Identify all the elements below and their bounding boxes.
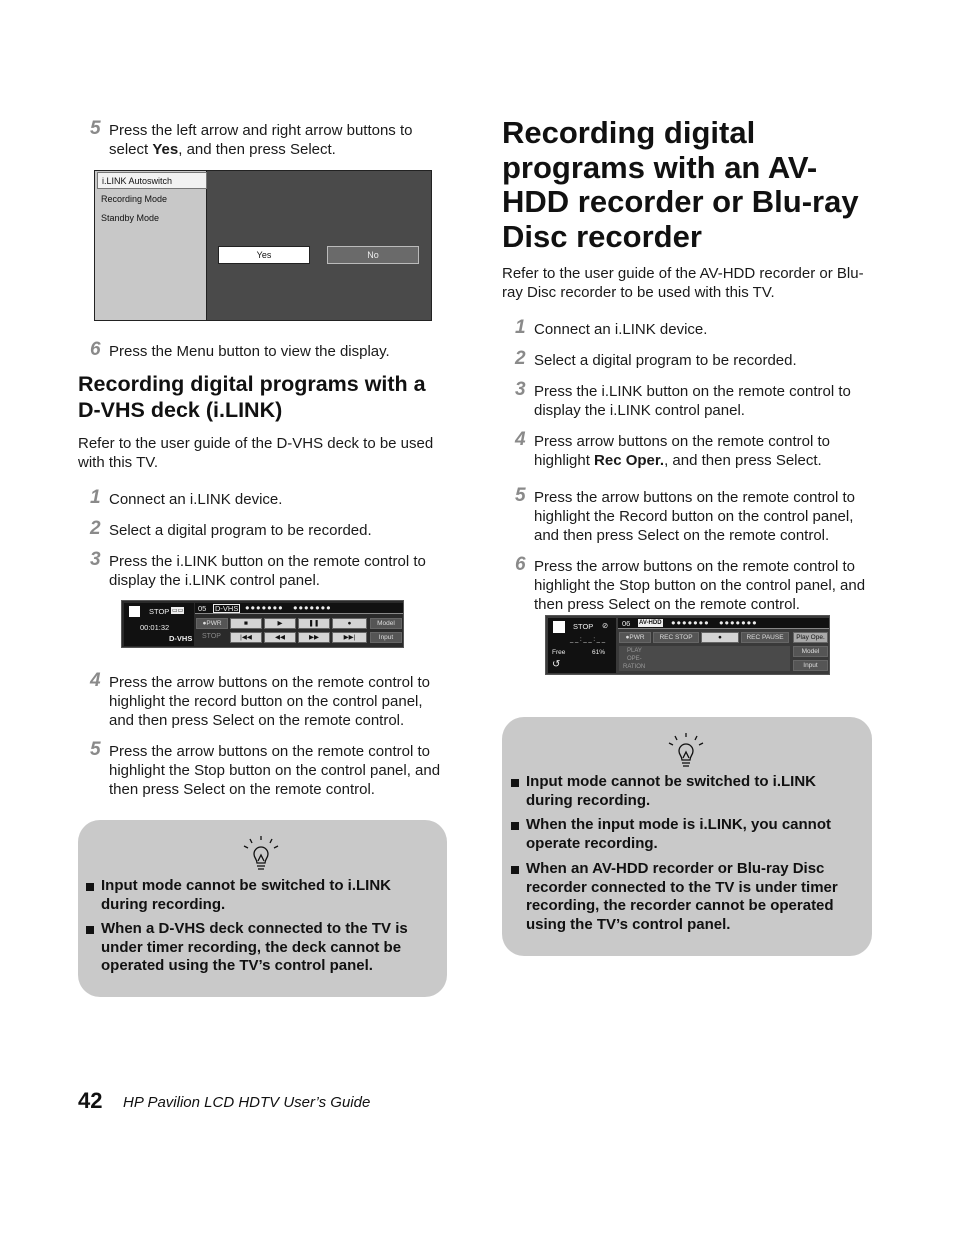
stop-button: ■	[230, 618, 262, 629]
dvhs-control-panel-screenshot	[121, 600, 404, 648]
rec-stop-button: REC STOP	[653, 632, 699, 643]
menu-item-standby-mode: Standby Mode	[101, 213, 160, 223]
right-step-5: 5 Press the arrow buttons on the remote control to highlight the Record button on the control panel, and then press Select on the remote control.	[515, 485, 855, 544]
status-square-icon	[129, 606, 140, 617]
record-button: ●	[701, 632, 739, 643]
no-entry-icon: ⊘	[602, 621, 609, 630]
pause-button: ❚❚	[298, 618, 330, 629]
time-counter: 00:01:32	[140, 623, 170, 632]
device-tag: D-VHS	[215, 604, 239, 613]
lightbulb-icon	[666, 731, 706, 771]
tip-item: When an AV-HDD recorder or Blu-ray Disc recorder connected to the TV is under timer recording, the recorder cannot be operated using the TV’s control panel.	[526, 860, 866, 935]
page-number: 42	[78, 1088, 103, 1113]
step-number: 5	[90, 118, 101, 139]
channel-number: 05	[198, 604, 207, 613]
tip-item: Input mode cannot be switched to i.LINK during recording.	[101, 877, 441, 914]
intro-dvhs: Refer to the user guide of the D-VHS deck to be used with this TV.	[78, 435, 434, 471]
left-step-1: 1 Connect an i.LINK device.	[90, 487, 283, 508]
rewind-skip-button: |◀◀	[230, 632, 262, 643]
record-button: ●	[332, 618, 367, 629]
stop-status-label: STOP	[202, 633, 221, 640]
guide-title: HP Pavilion LCD HDTV User’s Guide	[123, 1094, 371, 1111]
status-square-icon	[553, 621, 565, 633]
tip-item: When a D-VHS deck connected to the TV is under timer recording, the deck cannot be operated using the TV’s control panel.	[101, 920, 441, 976]
section-heading-dvhs: Recording digital programs with a D-VHS deck (i.LINK)	[78, 372, 426, 422]
step-6-menu: 6 Press the Menu button to view the display.	[90, 339, 390, 360]
menu-item-recording-mode: Recording Mode	[101, 194, 168, 204]
model-button: Model	[370, 618, 402, 629]
forward-button: ▶▶	[298, 632, 330, 643]
free-percent: 61%	[592, 649, 606, 656]
right-step-2: 2 Select a digital program to be recorded.	[515, 348, 797, 369]
play-button: ▶	[264, 618, 296, 629]
play-ope-button: Play Ope.	[793, 632, 828, 643]
status-text: STOP	[573, 622, 594, 631]
input-button: Input	[370, 632, 402, 643]
pwr-button: ●PWR	[619, 632, 651, 643]
pwr-button: ●PWR	[196, 618, 228, 629]
intro-avhdd: Refer to the user guide of the AV-HDD recorder or Blu-ray Disc recorder to be used with this TV.	[502, 265, 864, 301]
step-number: 6	[90, 339, 101, 360]
panel-top-bar	[195, 603, 403, 614]
left-step-2: 2 Select a digital program to be recorded.	[90, 518, 372, 539]
tip-item: When the input mode is i.LINK, you cannot operate recording.	[526, 816, 866, 853]
tip-box-avhdd	[502, 717, 872, 956]
panel-top-bar	[618, 618, 829, 629]
tip-item: Input mode cannot be switched to i.LINK during recording.	[526, 773, 866, 810]
rewind-button: ◀◀	[264, 632, 296, 643]
forward-skip-button: ▶▶|	[332, 632, 367, 643]
right-step-3: 3 Press the i.LINK button on the remote control to display the i.LINK control panel.	[515, 379, 851, 419]
panel-status-area	[124, 603, 194, 646]
right-step-6: 6 Press the arrow buttons on the remote control to highlight the Stop button on the control panel, and then press Select on the remote control.	[515, 554, 866, 613]
right-step-4: 4 Press arrow buttons on the remote control to highlight Rec Oper., and then press Select.	[515, 429, 830, 469]
time-counter: _ _ : _ _ : _ _	[570, 637, 606, 643]
step-5-select-yes: 5 Press the left arrow and right arrow buttons to select Yes, and then press Select.	[90, 118, 413, 158]
status-text: STOP	[149, 607, 170, 616]
panel-status-area	[548, 618, 616, 673]
dvhs-logo-icon: ▭▭	[172, 608, 184, 614]
no-option: No	[327, 246, 419, 264]
ilink-autoswitch-menu-screenshot	[94, 170, 432, 321]
return-arrow-icon: ↺	[552, 659, 561, 670]
rec-pause-button: REC PAUSE	[741, 632, 789, 643]
right-step-1: 1 Connect an i.LINK device.	[515, 317, 708, 338]
lightbulb-icon	[241, 834, 281, 874]
left-step-3: 3 Press the i.LINK button on the remote control to display the i.LINK control panel.	[90, 549, 426, 589]
device-label: D-VHS	[169, 634, 193, 643]
free-label: Free	[552, 649, 566, 656]
left-step-5: 5 Press the arrow buttons on the remote control to highlight the Stop button on the control panel, and then press Select on the remote control.	[90, 739, 441, 798]
avhdd-control-panel-screenshot	[545, 615, 830, 675]
yes-option: Yes	[218, 246, 310, 264]
device-tag: AV-HDD	[639, 620, 662, 626]
dots-indicator: ●●●●●●● ●●●●●●●	[671, 618, 758, 627]
operation-area: PLAY OPE- RATION	[619, 646, 790, 671]
menu-item-ilink-autoswitch: i.LINK Autoswitch	[97, 172, 207, 189]
channel-number: 06	[622, 619, 631, 628]
section-heading-avhdd: Recording digital programs with an AV-HDD recorder or Blu-ray Disc recorder	[502, 115, 859, 254]
model-button: Model	[793, 646, 828, 657]
left-step-4: 4 Press the arrow buttons on the remote control to highlight the record button on the control panel, and then press Select on the remote control.	[90, 670, 430, 729]
menu-list	[95, 171, 207, 320]
input-button: Input	[793, 660, 828, 671]
dots-indicator: ●●●●●●● ●●●●●●●	[245, 603, 332, 612]
tip-box-dvhs	[78, 820, 447, 997]
